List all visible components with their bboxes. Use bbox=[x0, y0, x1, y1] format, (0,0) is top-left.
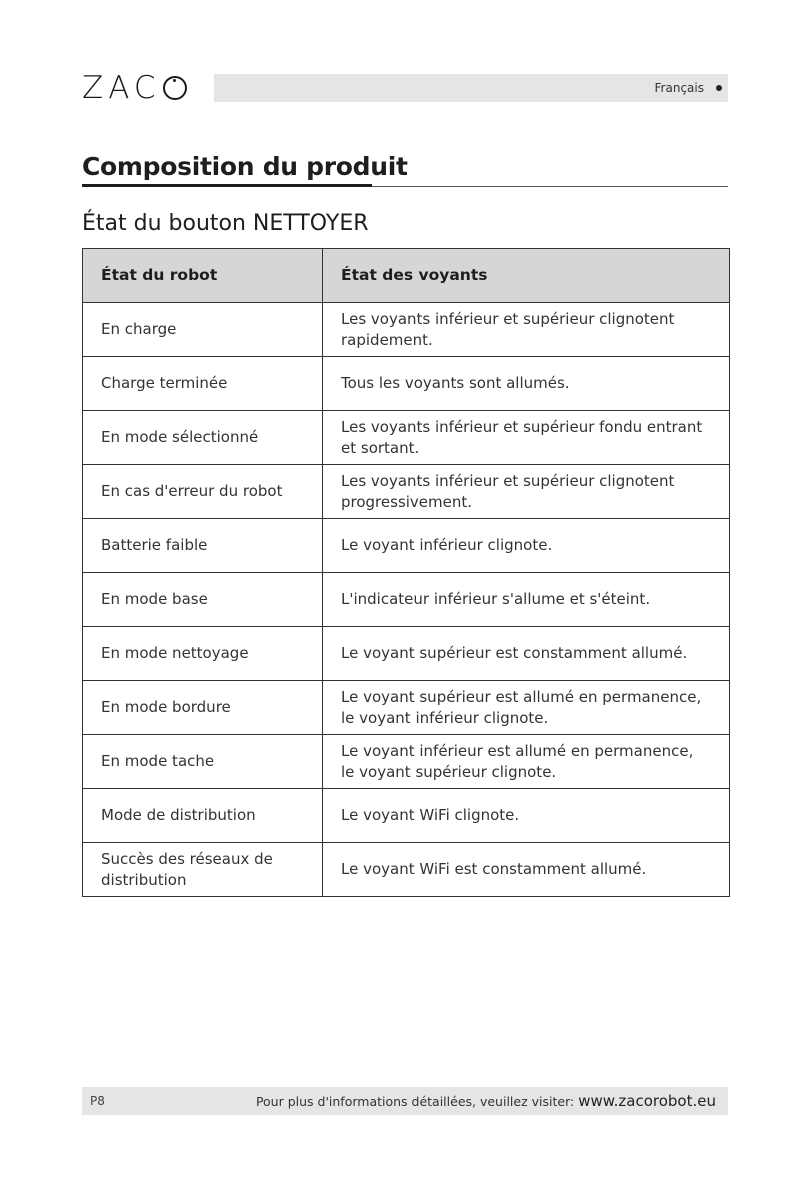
website-link[interactable]: www.zacorobot.eu bbox=[578, 1092, 716, 1110]
button-state-table bbox=[82, 248, 730, 897]
table-row bbox=[83, 303, 730, 357]
page-header bbox=[82, 70, 728, 106]
light-state-cell: Le voyant inférieur est allumé en permanence, le voyant supérieur clignote. bbox=[323, 735, 730, 789]
robot-state-cell: En mode bordure bbox=[83, 681, 323, 735]
table-row bbox=[83, 735, 730, 789]
table-row bbox=[83, 573, 730, 627]
light-state-cell: Les voyants inférieur et supérieur clignotent rapidement. bbox=[323, 303, 730, 357]
robot-state-cell: Mode de distribution bbox=[83, 789, 323, 843]
robot-state-cell: Batterie faible bbox=[83, 519, 323, 573]
light-state-cell: Le voyant inférieur clignote. bbox=[323, 519, 730, 573]
footer-note bbox=[256, 1087, 716, 1116]
logo-letters: ZAC bbox=[82, 70, 161, 106]
section-title-underline bbox=[82, 184, 372, 187]
robot-state-cell: En cas d'erreur du robot bbox=[83, 465, 323, 519]
light-state-cell: Les voyants inférieur et supérieur clignotent progressivement. bbox=[323, 465, 730, 519]
page-number: P8 bbox=[90, 1094, 105, 1108]
column-header-light-state: État des voyants bbox=[323, 249, 730, 303]
table-row bbox=[83, 681, 730, 735]
table-row bbox=[83, 843, 730, 897]
logo-o-mark bbox=[163, 76, 187, 100]
table-row bbox=[83, 627, 730, 681]
table-row bbox=[83, 357, 730, 411]
zaco-logo bbox=[82, 70, 187, 106]
page-footer bbox=[82, 1087, 728, 1115]
robot-state-cell: En charge bbox=[83, 303, 323, 357]
section-title: Composition du produit bbox=[82, 152, 408, 181]
robot-state-cell: En mode tache bbox=[83, 735, 323, 789]
language-bar bbox=[214, 74, 728, 102]
robot-state-cell: En mode base bbox=[83, 573, 323, 627]
light-state-cell: Le voyant supérieur est constamment allumé. bbox=[323, 627, 730, 681]
light-state-cell: Le voyant WiFi est constamment allumé. bbox=[323, 843, 730, 897]
robot-state-cell: En mode sélectionné bbox=[83, 411, 323, 465]
table-row bbox=[83, 465, 730, 519]
light-state-cell: Les voyants inférieur et supérieur fondu entrant et sortant. bbox=[323, 411, 730, 465]
light-state-cell: Tous les voyants sont allumés. bbox=[323, 357, 730, 411]
column-header-robot-state: État du robot bbox=[83, 249, 323, 303]
table-row bbox=[83, 789, 730, 843]
sub-title: État du bouton NETTOYER bbox=[82, 211, 369, 236]
robot-state-cell: Charge terminée bbox=[83, 357, 323, 411]
footer-text: Pour plus d'informations détaillées, veuillez visiter: bbox=[255, 1094, 575, 1109]
table-row bbox=[83, 519, 730, 573]
bullet-icon bbox=[716, 85, 722, 91]
table-header-row bbox=[83, 249, 730, 303]
language-label: Français bbox=[654, 81, 704, 95]
light-state-cell: Le voyant supérieur est allumé en permanence, le voyant inférieur clignote. bbox=[323, 681, 730, 735]
robot-state-cell: Succès des réseaux de distribution bbox=[83, 843, 323, 897]
robot-state-cell: En mode nettoyage bbox=[83, 627, 323, 681]
light-state-cell: L'indicateur inférieur s'allume et s'éteint. bbox=[323, 573, 730, 627]
table-row bbox=[83, 411, 730, 465]
light-state-cell: Le voyant WiFi clignote. bbox=[323, 789, 730, 843]
